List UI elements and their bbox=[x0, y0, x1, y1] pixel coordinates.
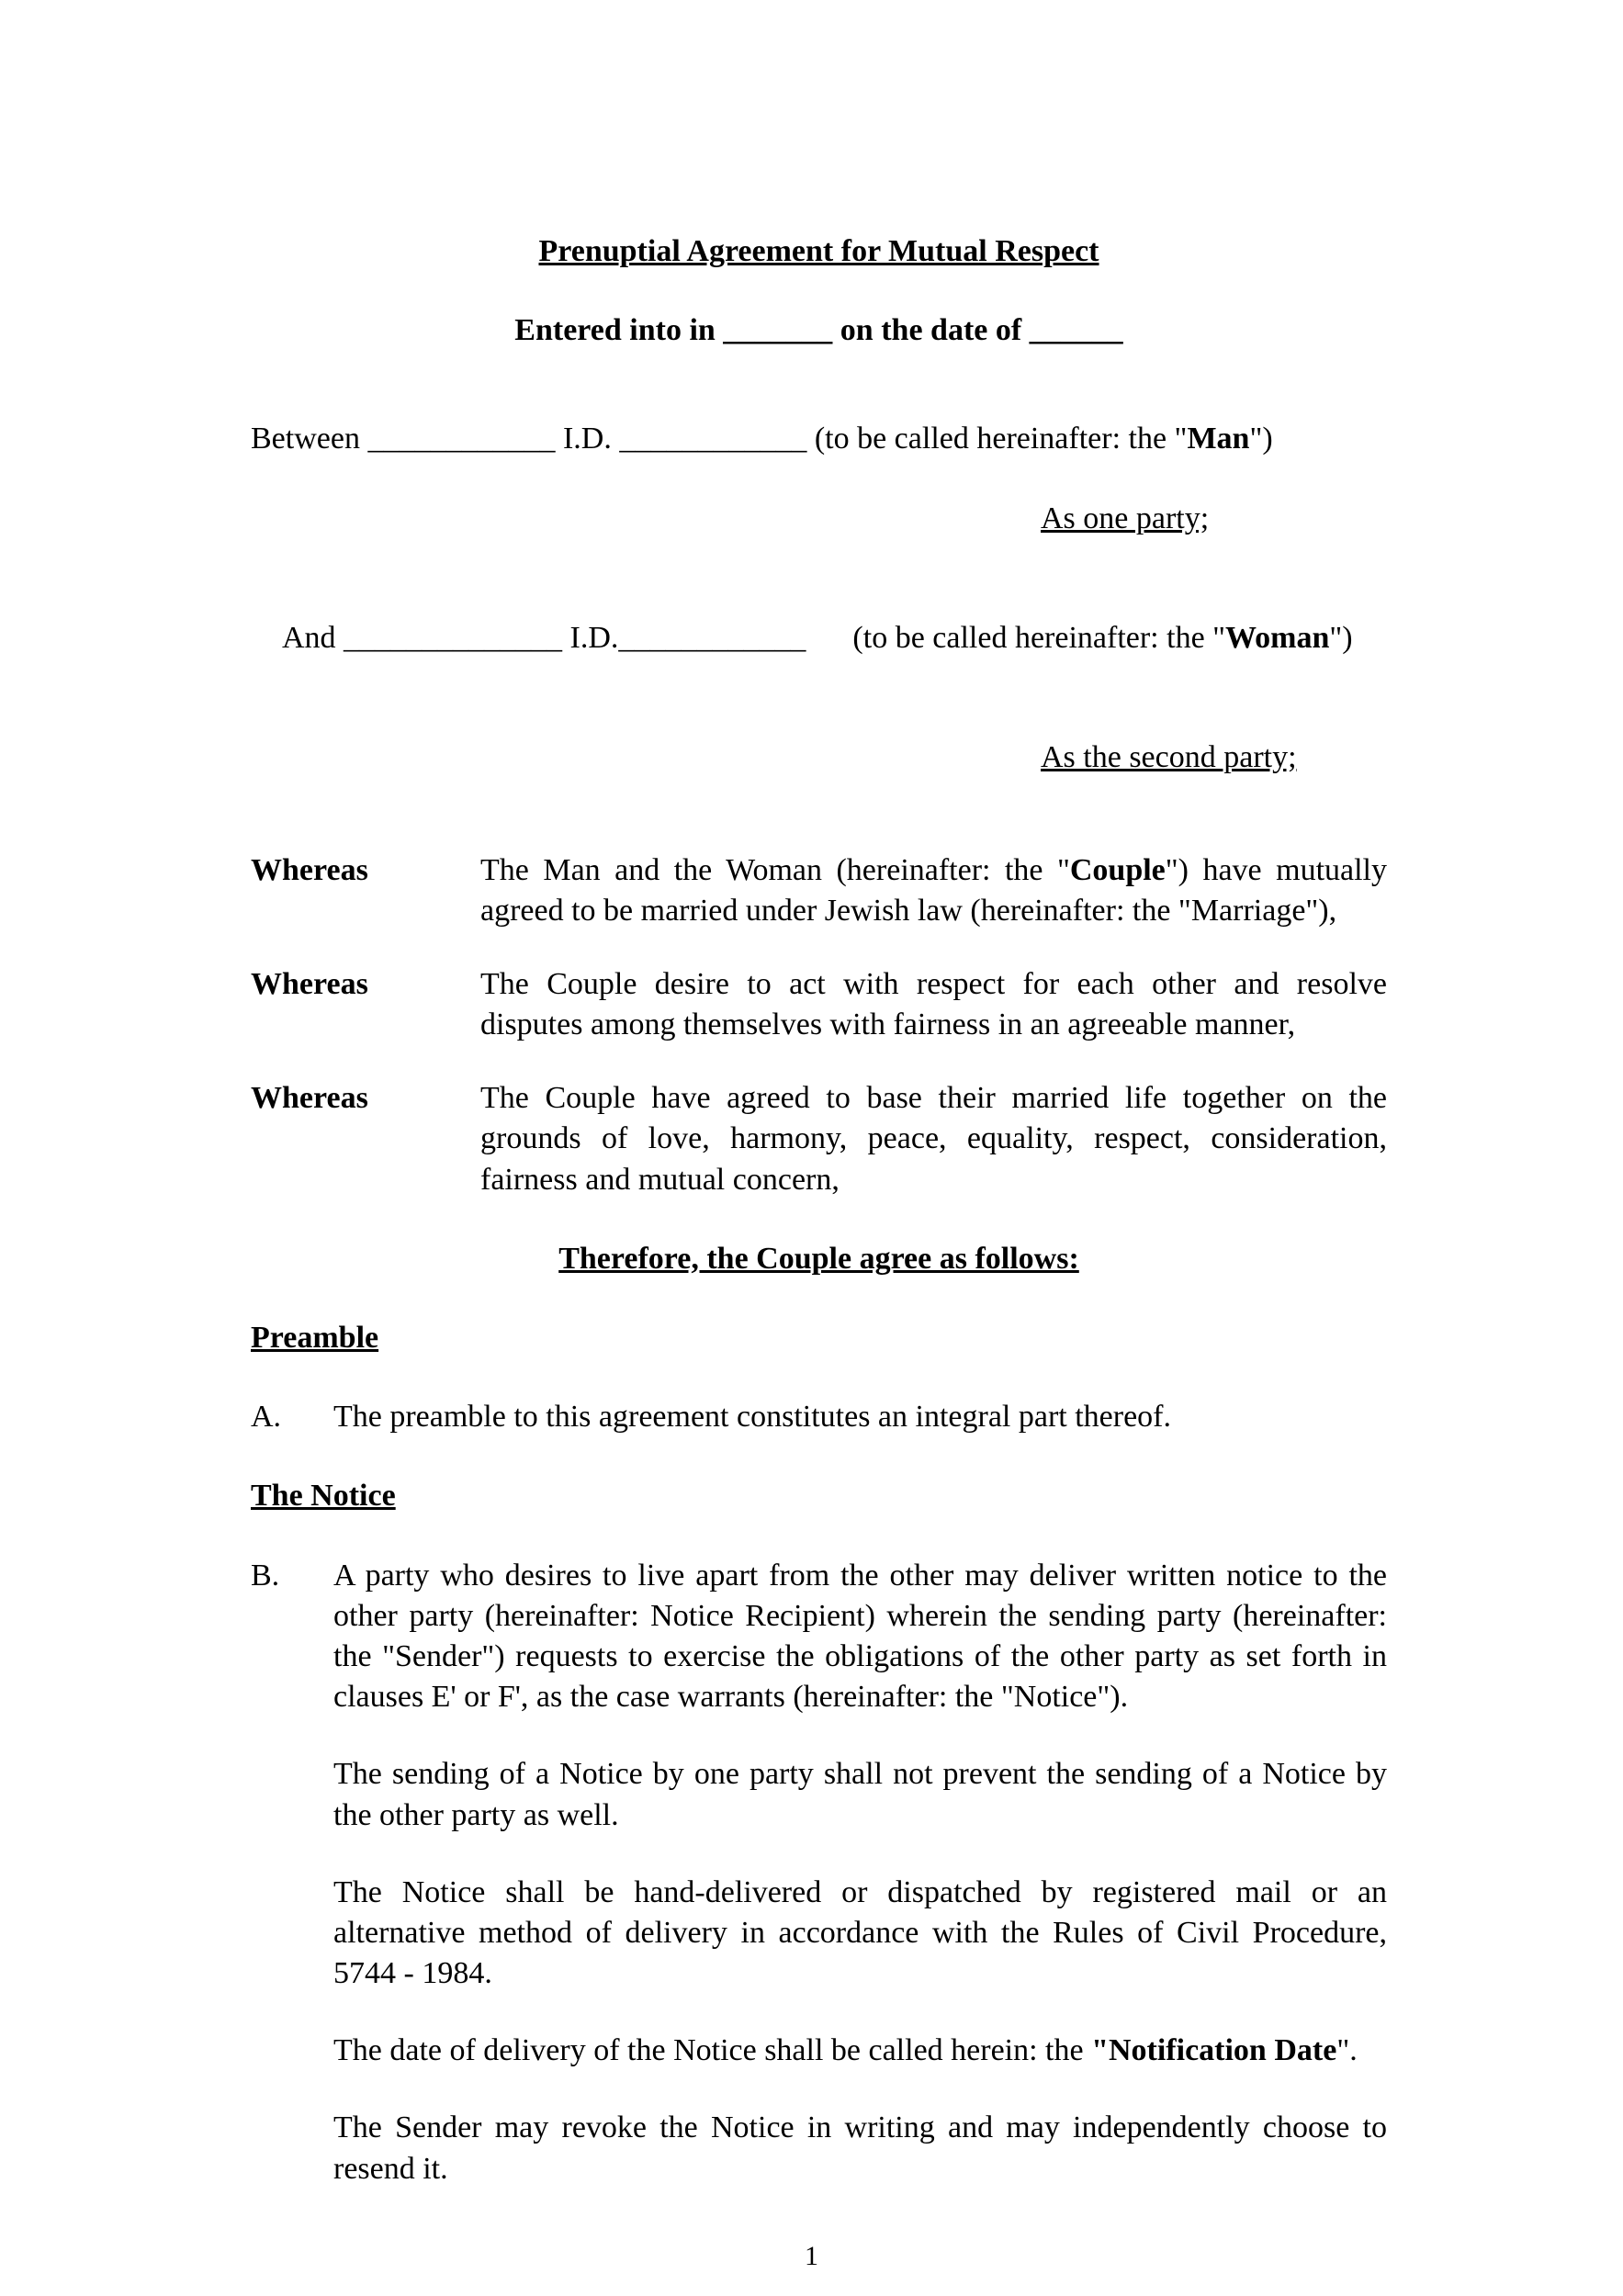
whereas-clause-3 bbox=[251, 1078, 1387, 1200]
clause-b bbox=[251, 1556, 1387, 1718]
party-line-man bbox=[251, 419, 1387, 459]
document-subtitle: Entered into in _______ on the date of ______ bbox=[514, 313, 1123, 348]
party-line-woman bbox=[251, 578, 1387, 700]
notice-paragraph-4 bbox=[333, 2031, 1387, 2071]
party-woman-name: Woman bbox=[1225, 620, 1330, 655]
preamble-heading: Preamble bbox=[251, 1321, 379, 1355]
notice-heading: The Notice bbox=[251, 1479, 396, 1514]
whereas-section bbox=[251, 850, 1387, 1200]
whereas-text-3: The Couple have agreed to base their married life together on the grounds of love, harmony, peace, equality, respect, consideration, fairness and mutual concern, bbox=[480, 1081, 1387, 1197]
whereas-1-pre: The Man and the Woman (hereinafter: the " bbox=[480, 852, 1070, 887]
whereas-text-1 bbox=[480, 850, 1387, 931]
clause-a bbox=[251, 1397, 1387, 1437]
as-one-party-text: As one party; bbox=[1041, 501, 1210, 535]
party-man-text: Between ____________ I.D. ____________ (to be called hereinafter: the " bbox=[251, 422, 1188, 456]
clause-a-label: A. bbox=[251, 1400, 282, 1435]
notice-paragraph-4-pre: The date of delivery of the Notice shall be called herein: the bbox=[333, 2033, 1092, 2068]
whereas-clause-1 bbox=[251, 850, 1387, 931]
notice-paragraph-3: The Notice shall be hand-delivered or dispatched by registered mail or an alternative method of delivery in accordance with the Rules of Civil Procedure, 5744 - 1984. bbox=[333, 1874, 1387, 1991]
notice-paragraph-4-bold: "Notification Date bbox=[1091, 2033, 1337, 2068]
whereas-text-2: The Couple desire to act with respect for each other and resolve disputes among themselves with fairness in an agreeable manner, bbox=[480, 966, 1387, 1042]
party-man-name: Man bbox=[1187, 422, 1250, 456]
whereas-label: Whereas bbox=[251, 966, 368, 1001]
clause-b-text: A party who desires to live apart from the other may deliver written notice to the other party (hereinafter: Notice Recipient) wherein the sending party (hereinafter: the "Sender") requests to exercise the obligations of the other party as set forth in clauses E' or F', as the case warrants (hereinafter: the "Notice"). bbox=[333, 1558, 1387, 1715]
page-number: 1 bbox=[805, 2241, 818, 2271]
whereas-label: Whereas bbox=[251, 852, 368, 887]
whereas-1-bold: Couple bbox=[1069, 852, 1166, 887]
document-title: Prenuptial Agreement for Mutual Respect bbox=[538, 234, 1099, 268]
whereas-label: Whereas bbox=[251, 1081, 368, 1116]
as-second-party-line bbox=[1041, 737, 1387, 778]
notice-paragraph-5: The Sender may revoke the Notice in writing and may independently choose to resend it. bbox=[333, 2110, 1387, 2186]
notice-paragraph-2: The sending of a Notice by one party shall not prevent the sending of a Notice by the other party as well. bbox=[333, 1757, 1387, 1832]
clause-a-text: The preamble to this agreement constitutes an integral part thereof. bbox=[333, 1400, 1171, 1435]
as-one-party-line bbox=[1041, 499, 1387, 539]
clause-b-label: B. bbox=[251, 1558, 280, 1593]
party-woman-text: And ______________ I.D.____________ (to be called hereinafter: the " bbox=[282, 620, 1226, 655]
whereas-1-post: ") have mutually agreed to be married under Jewish law (hereinafter: the "Marriage"), bbox=[480, 852, 1387, 928]
notice-paragraph-4-post: ". bbox=[1336, 2033, 1358, 2068]
as-second-party-text: As the second party; bbox=[1041, 740, 1297, 775]
party-woman-close: ") bbox=[1329, 620, 1353, 655]
therefore-line: Therefore, the Couple agree as follows: bbox=[558, 1241, 1079, 1276]
whereas-clause-2 bbox=[251, 964, 1387, 1045]
party-man-close: ") bbox=[1249, 422, 1273, 456]
